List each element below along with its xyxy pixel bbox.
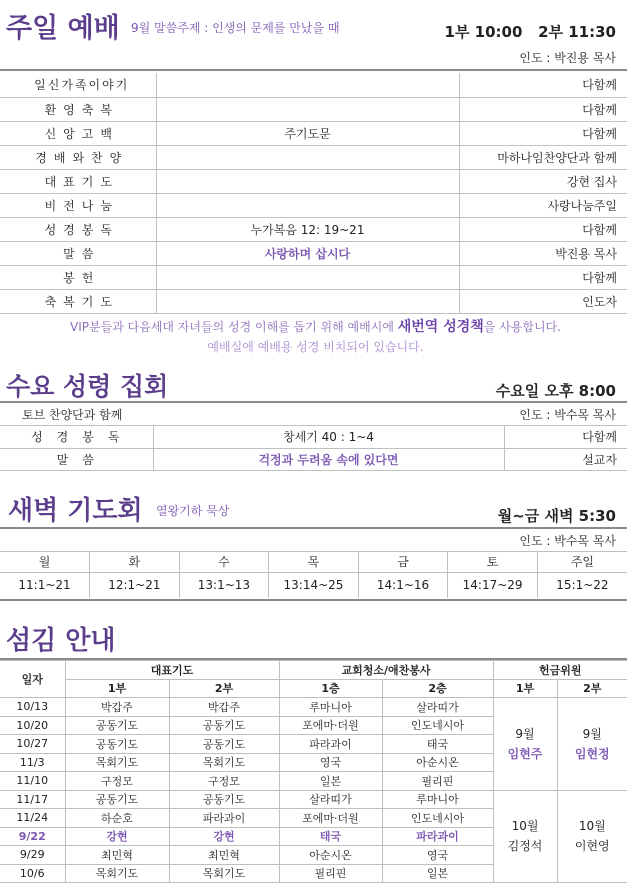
wednesday-time: 수요일 오후 8:00: [495, 382, 616, 400]
duty-offering-month: 9월: [515, 726, 535, 741]
duty-cell-c1: 태국: [279, 827, 382, 846]
duty-cell-p2: 목회기도: [169, 753, 279, 772]
sunday-row: [0, 121, 627, 145]
duty-cell-c1: 파라과이: [279, 735, 382, 754]
sunday-row-leader: 다함께: [459, 217, 627, 241]
duty-offering-o1: [493, 698, 557, 791]
sunday-row: [0, 73, 627, 97]
duty-cell-date: 10/20: [0, 716, 65, 735]
duty-cell-p1: 공동기도: [65, 716, 169, 735]
wednesday-row-leader: 설교자: [504, 448, 627, 470]
duty-cell-p2: 박갑주: [169, 698, 279, 717]
sunday-row-detail: [156, 97, 459, 121]
sunday-row-item: 비전나눔: [0, 193, 156, 217]
sunday-row-leader: 사랑나눔주일: [459, 193, 627, 217]
dawn-verse: 11:1~21: [0, 572, 90, 598]
sunday-row-detail: [156, 73, 459, 97]
dawn-day: 주일: [537, 552, 627, 572]
duty-header-offering: 헌금위원: [493, 661, 627, 680]
duty-cell-date: 10/13: [0, 698, 65, 717]
duty-cell-c2: 살라띠가: [382, 698, 493, 717]
duty-cell-p1: 최민혁: [65, 846, 169, 865]
sunday-row-leader: 다함께: [459, 73, 627, 97]
sunday-row-detail: 사랑하며 삽시다: [156, 241, 459, 265]
duty-header-o2: 2부: [557, 679, 627, 698]
sunday-row-item: 대표기도: [0, 169, 156, 193]
duty-cell-p2: 공동기도: [169, 790, 279, 809]
duty-cell-p1: 공동기도: [65, 790, 169, 809]
duty-table: [0, 660, 627, 883]
duty-cell-c2: 영국: [382, 846, 493, 865]
sunday-row-leader: 강현 집사: [459, 169, 627, 193]
duty-cell-p2: 최민혁: [169, 846, 279, 865]
sunday-row-item: 신앙고백: [0, 121, 156, 145]
sunday-row: [0, 265, 627, 289]
dawn-day: 금: [358, 552, 448, 572]
duty-header-c1: 1층: [279, 679, 382, 698]
duty-row: [0, 790, 627, 809]
duty-cell-c2: 인도네시아: [382, 716, 493, 735]
sunday-row-item: 성경봉독: [0, 217, 156, 241]
dawn-divider: [0, 527, 627, 529]
duty-cell-c1: 아순시온: [279, 846, 382, 865]
duty-cell-c2: 태국: [382, 735, 493, 754]
sunday-row: [0, 289, 627, 313]
duty-cell-p1: 목회기도: [65, 864, 169, 883]
duty-cell-p1: 강현: [65, 827, 169, 846]
duty-cell-p2: 공동기도: [169, 735, 279, 754]
sunday-notice-2: 예배실에 예배용 성경 비치되어 있습니다.: [207, 340, 424, 354]
sunday-row-item: 환영축복: [0, 97, 156, 121]
duty-header-prayer: 대표기도: [65, 661, 279, 680]
duty-cell-date: 9/22: [0, 827, 65, 846]
sunday-row-item: 말씀: [0, 241, 156, 265]
sunday-row-leader: 마하나임찬양단과 함께: [459, 145, 627, 169]
dawn-day: 화: [90, 552, 180, 572]
dawn-title: 새벽 기도회: [8, 496, 143, 526]
duty-cell-date: 10/6: [0, 864, 65, 883]
dawn-day: 토: [448, 552, 538, 572]
sunday-notice: [0, 316, 631, 336]
wednesday-row: [0, 426, 627, 448]
dawn-day: 수: [179, 552, 269, 572]
sunday-row-leader: 박진용 목사: [459, 241, 627, 265]
sunday-title: 주일 예배: [6, 13, 120, 44]
sunday-row-detail: 누가복음 12: 19~21: [156, 217, 459, 241]
duty-cell-c1: 루마니아: [279, 698, 382, 717]
sunday-row: [0, 217, 627, 241]
duty-header-date: 일자: [0, 661, 65, 698]
sunday-row-leader: 다함께: [459, 121, 627, 145]
duty-cell-date: 10/27: [0, 735, 65, 754]
duty-cell-c2: 루마니아: [382, 790, 493, 809]
duty-cell-p1: 하순호: [65, 809, 169, 828]
duty-offering-o2: [557, 698, 627, 791]
dawn-subtitle: 열왕기하 묵상: [156, 504, 230, 518]
wednesday-row-detail: 걱정과 두려움 속에 있다면: [153, 448, 504, 470]
wednesday-divider: [0, 401, 627, 403]
duty-header-p2: 2부: [169, 679, 279, 698]
notice-pre: VIP분들과 다음세대 자녀들의 성경 이해를 돕기 위해 예배시에: [70, 320, 398, 334]
duty-cell-c2: 일본: [382, 864, 493, 883]
duty-header-o1: 1부: [493, 679, 557, 698]
wednesday-row: [0, 448, 627, 470]
duty-cell-p2: 공동기도: [169, 716, 279, 735]
duty-cell-p2: 파라과이: [169, 809, 279, 828]
sunday-row-item: 경배와찬양: [0, 145, 156, 169]
duty-offering-name: 김정석: [507, 839, 543, 854]
duty-cell-c1: 살라띠가: [279, 790, 382, 809]
duty-cell-date: 11/3: [0, 753, 65, 772]
sunday-row-detail: [156, 169, 459, 193]
wednesday-row-leader: 다함께: [504, 426, 627, 448]
duty-header-p1: 1부: [65, 679, 169, 698]
sunday-row-leader: 인도자: [459, 289, 627, 313]
sunday-divider: [0, 69, 627, 71]
dawn-schedule-table: [0, 552, 627, 598]
duty-cell-c1: 포에마·더원: [279, 716, 382, 735]
sunday-times: 1부 10:00 2부 11:30: [444, 23, 616, 41]
duty-cell-c1: 포에마·더원: [279, 809, 382, 828]
dawn-verse: 13:1~13: [179, 572, 269, 598]
duty-cell-date: 9/29: [0, 846, 65, 865]
dawn-time: 월~금 새벽 5:30: [497, 507, 616, 525]
duty-cell-c1: 일본: [279, 772, 382, 791]
sunday-row: [0, 169, 627, 193]
duty-offering-o1: [493, 790, 557, 883]
duty-cell-p1: 박갑주: [65, 698, 169, 717]
dawn-day: 월: [0, 552, 90, 572]
dawn-table-bottom: [0, 599, 627, 601]
duty-cell-p2: 구정모: [169, 772, 279, 791]
duty-cell-p2: 목회기도: [169, 864, 279, 883]
duty-offering-month: 9월: [582, 726, 602, 741]
sunday-row-leader: 다함께: [459, 97, 627, 121]
notice-post: 을 사용합니다.: [483, 320, 561, 334]
duty-offering-o2: [557, 790, 627, 883]
duty-cell-c1: 필리핀: [279, 864, 382, 883]
sunday-row-detail: 주기도문: [156, 121, 459, 145]
duty-offering-name: 이현영: [574, 839, 610, 854]
sunday-row: [0, 241, 627, 265]
sunday-row: [0, 97, 627, 121]
wednesday-leader: 인도 : 박수목 목사: [519, 408, 616, 422]
sunday-leader: 인도 : 박진용 목사: [519, 51, 616, 65]
duty-cell-c1: 영국: [279, 753, 382, 772]
dawn-leader: 인도 : 박수목 목사: [519, 534, 616, 548]
duty-offering-month: 10월: [511, 819, 539, 834]
sunday-row: [0, 145, 627, 169]
sunday-row-detail: [156, 193, 459, 217]
duty-header-c2: 2층: [382, 679, 493, 698]
sunday-order-table: [0, 73, 627, 314]
dawn-verse: 13:14~25: [269, 572, 359, 598]
wednesday-order-table: [0, 426, 627, 471]
sunday-row-detail: [156, 145, 459, 169]
notice-bold: 새번역 성경책: [397, 319, 484, 335]
dawn-verse: 15:1~22: [556, 578, 609, 593]
duty-cell-p1: 목회기도: [65, 753, 169, 772]
duty-cell-c2: 아순시온: [382, 753, 493, 772]
duty-header-cleaning: 교회청소/애찬봉사: [279, 661, 493, 680]
duty-cell-p1: 구정모: [65, 772, 169, 791]
duty-offering-month: 10월: [578, 819, 606, 834]
duty-row: [0, 698, 627, 717]
duty-cell-date: 11/24: [0, 809, 65, 828]
dawn-verse: 12:1~21: [90, 572, 180, 598]
wednesday-row-item: 성경봉독: [0, 426, 153, 448]
duty-title: 섬김 안내: [6, 626, 116, 656]
duty-offering-name: 임현주: [507, 746, 543, 761]
duty-cell-date: 11/17: [0, 790, 65, 809]
duty-cell-c2: 인도네시아: [382, 809, 493, 828]
sunday-row-leader: 다함께: [459, 265, 627, 289]
duty-cell-c2: 파라과이: [382, 827, 493, 846]
sunday-row-item: 봉헌: [0, 265, 156, 289]
wednesday-praise: 토브 찬양단과 함께: [22, 408, 123, 422]
duty-offering-name: 임현정: [574, 746, 610, 761]
dawn-verse: 14:1~16: [358, 572, 448, 598]
duty-cell-date: 11/10: [0, 772, 65, 791]
sunday-row-detail: [156, 265, 459, 289]
dawn-day: 목: [269, 552, 359, 572]
sunday-row-item: 일신가족이야기: [0, 73, 156, 97]
wednesday-title: 수요 성령 집회: [6, 372, 169, 401]
sunday-row-item: 축복기도: [0, 289, 156, 313]
sunday-row-detail: [156, 289, 459, 313]
duty-cell-p2: 강현: [169, 827, 279, 846]
wednesday-row-item: 말씀: [0, 448, 153, 470]
duty-cell-c2: 필리핀: [382, 772, 493, 791]
sunday-row: [0, 193, 627, 217]
duty-cell-p1: 공동기도: [65, 735, 169, 754]
wednesday-row-detail: 창세기 40 : 1~4: [153, 426, 504, 448]
sunday-subtitle: 9월 말씀주제 : 인생의 문제를 만났을 때: [131, 21, 340, 35]
dawn-verse: 14:17~29: [448, 572, 538, 598]
